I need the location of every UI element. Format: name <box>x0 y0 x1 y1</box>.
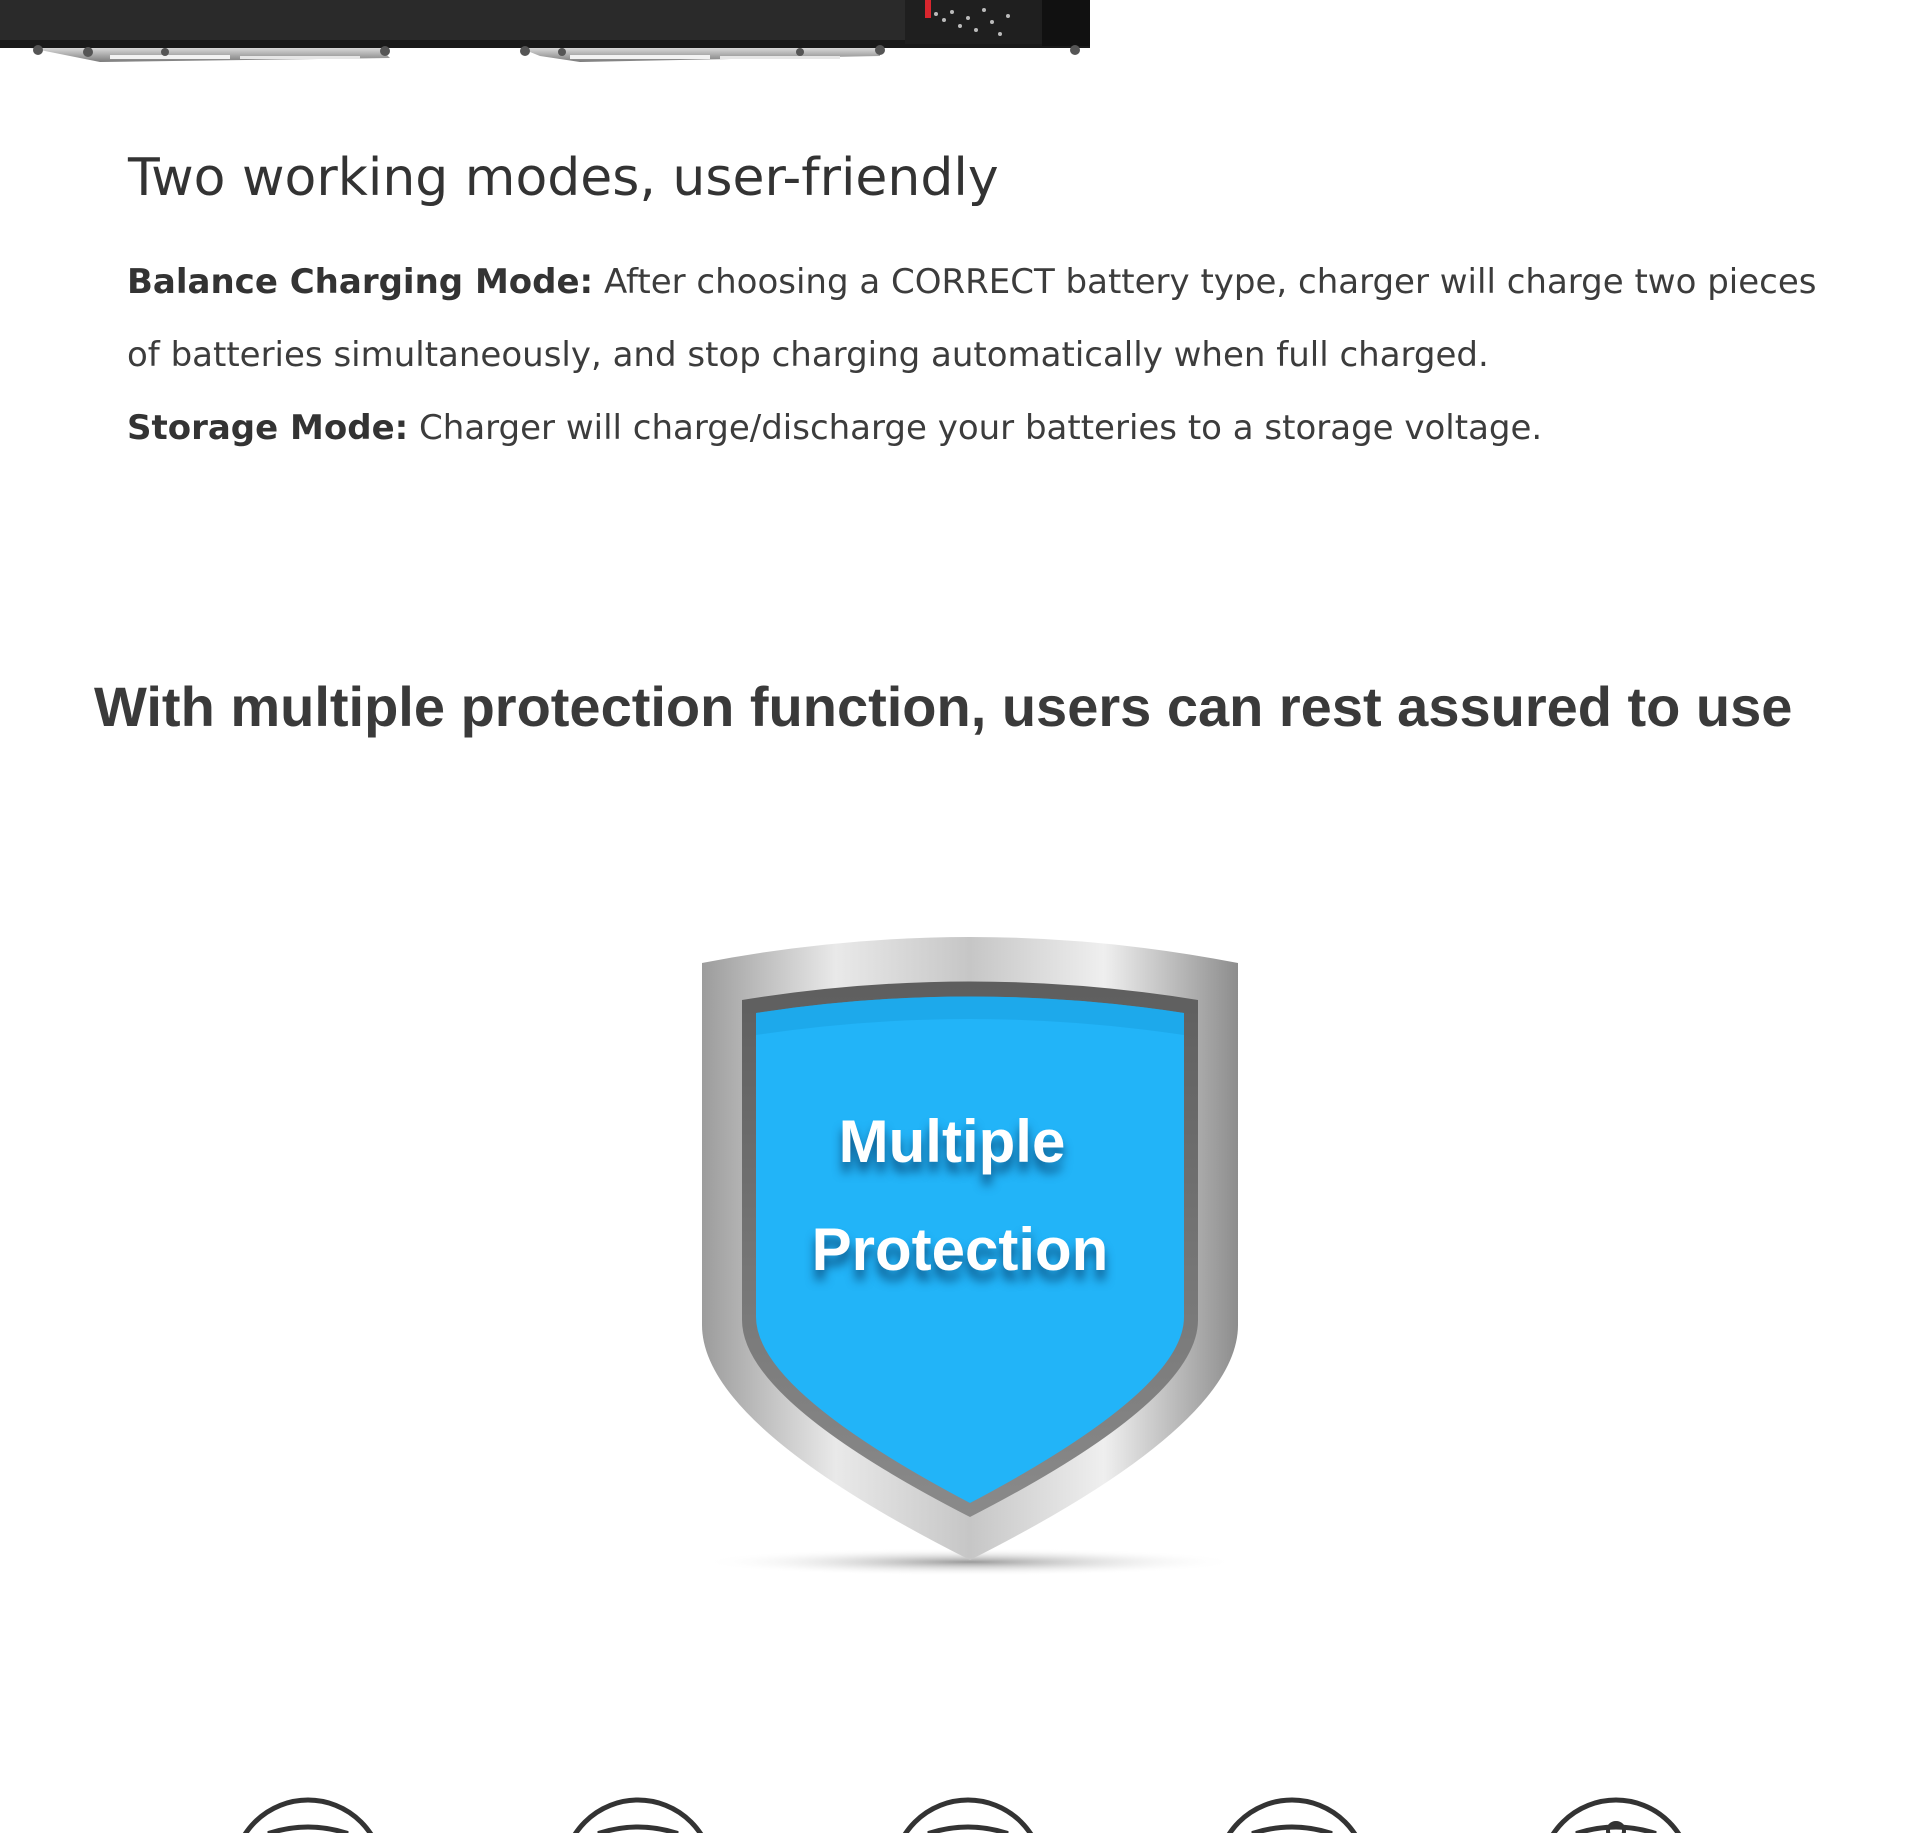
shield-outline-icon <box>1212 1795 1372 1833</box>
modes-title: Two working modes, user-friendly <box>128 148 999 208</box>
storage-mode-text: Charger will charge/discharge your batteries to a storage voltage. <box>408 408 1543 448</box>
shield-outline-icon <box>1536 1795 1696 1833</box>
shield-outline-icon <box>228 1795 388 1833</box>
protection-heading: With multiple protection function, users can rest assured to use <box>94 675 1793 738</box>
balance-mode-paragraph <box>127 246 1827 392</box>
charger-product-image <box>0 0 1090 70</box>
shield-label-line2: Protection <box>811 1216 1109 1283</box>
shield-outline-icon <box>888 1795 1048 1833</box>
shield-label-line1: Multiple <box>838 1108 1066 1175</box>
balance-mode-text: After choosing a CORRECT battery type, charger will charge two pieces of batteries simultaneously, and stop charging automatically when full charged. <box>127 262 1817 375</box>
modes-description <box>127 246 1827 465</box>
multiple-protection-shield <box>690 925 1250 1585</box>
shield-outline-icon <box>558 1795 718 1833</box>
balance-mode-label: Balance Charging Mode: <box>127 262 594 302</box>
storage-mode-paragraph <box>127 392 1827 465</box>
storage-mode-label: Storage Mode: <box>127 408 409 448</box>
protection-icons-row <box>0 1795 1920 1833</box>
